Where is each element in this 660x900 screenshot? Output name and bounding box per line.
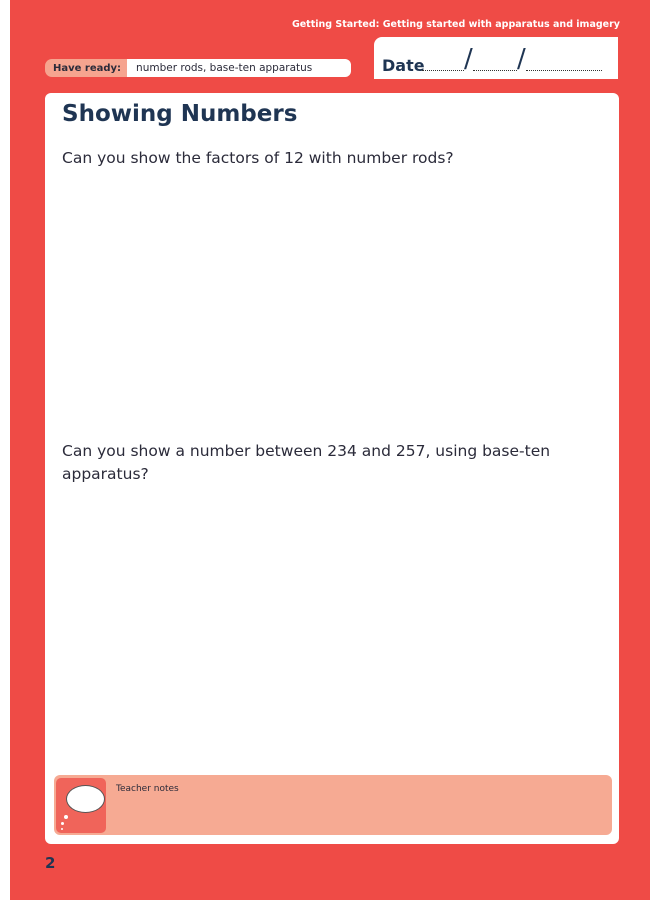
- date-separator: /: [464, 44, 473, 74]
- teacher-notes-label: Teacher notes: [116, 784, 179, 794]
- question-2: Can you show a number between 234 and 257, using base-ten apparatus?: [62, 442, 551, 483]
- page-number: 2: [45, 854, 56, 872]
- unit-subtitle: Getting Started: Getting started with apparatus and imagery: [291, 19, 620, 30]
- date-day-field[interactable]: [422, 70, 464, 71]
- worksheet-card: [45, 93, 619, 844]
- have-ready-bar: [45, 59, 351, 77]
- thought-bubble-icon: [56, 778, 106, 833]
- date-label: Date: [382, 56, 425, 75]
- page-title: Showing Numbers: [62, 101, 298, 127]
- have-ready-value: number rods, base-ten apparatus: [127, 59, 351, 77]
- have-ready-label: Have ready:: [53, 62, 122, 74]
- date-year-field[interactable]: [526, 70, 602, 71]
- date-box: [374, 37, 618, 79]
- date-month-field[interactable]: [473, 70, 517, 71]
- question-1: Can you show the factors of 12 with number rods?: [62, 149, 454, 167]
- date-separator: /: [517, 44, 526, 74]
- teacher-notes-panel: [54, 775, 612, 835]
